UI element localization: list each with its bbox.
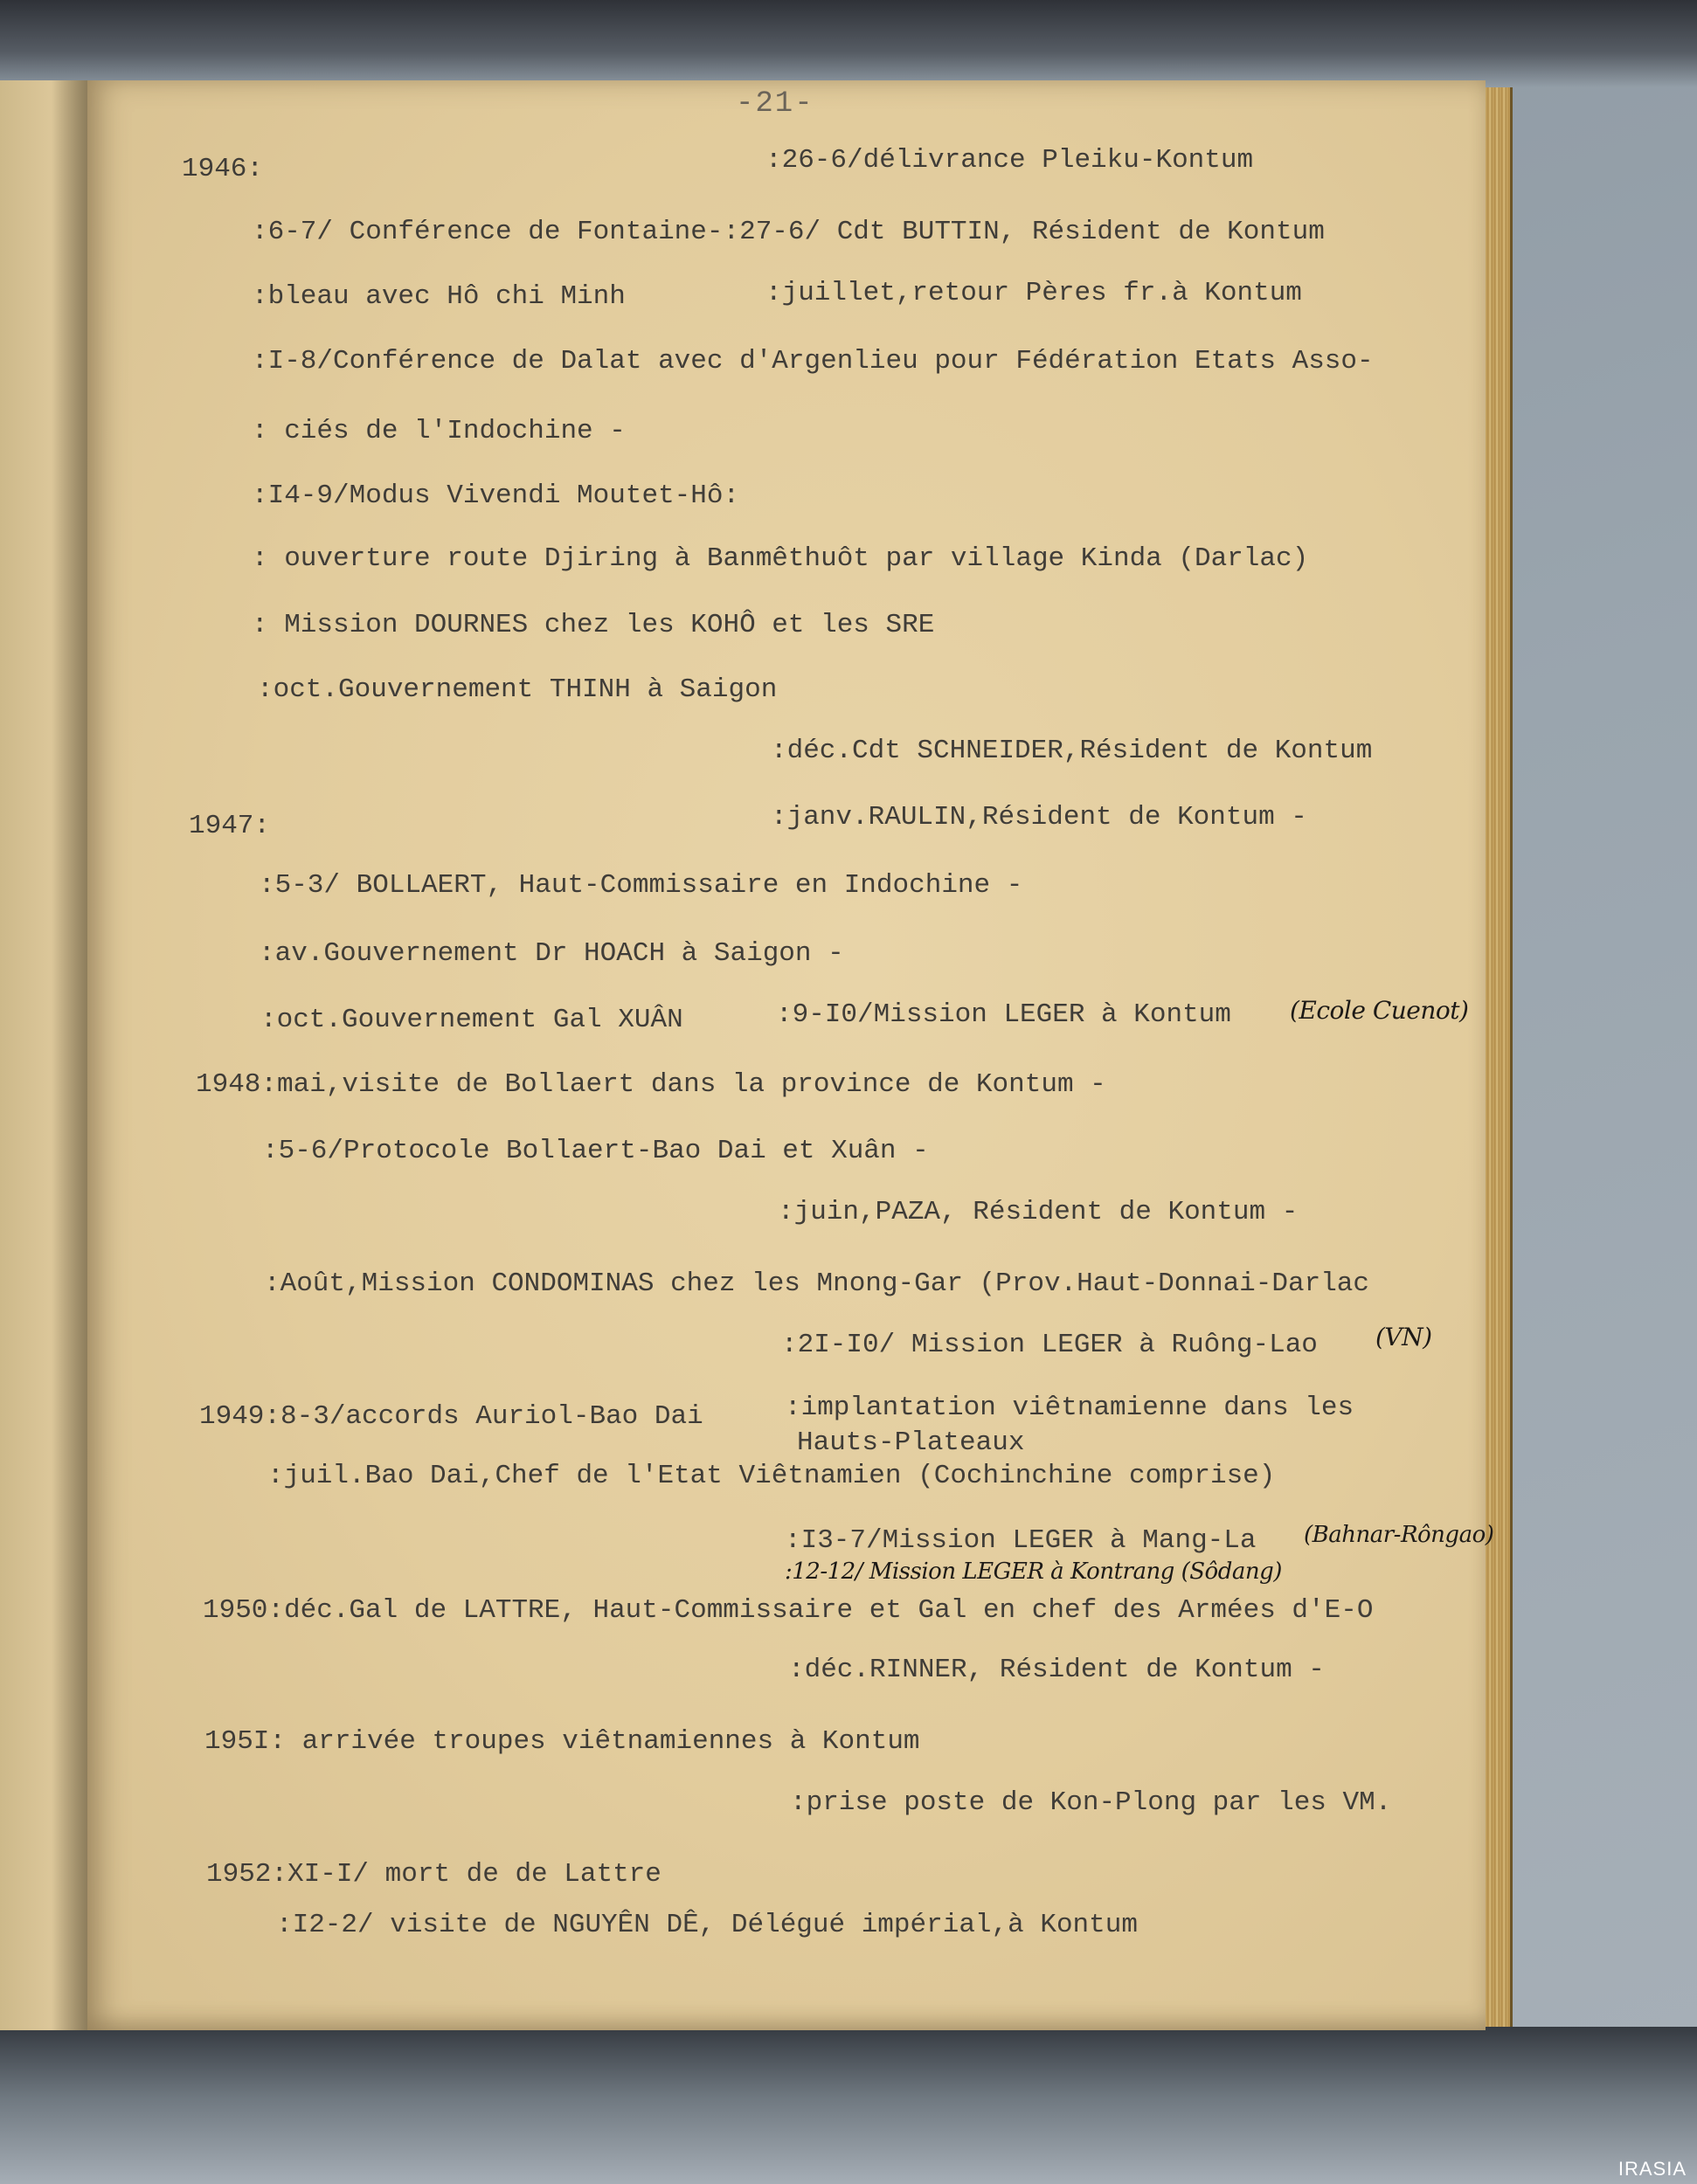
entry-line: : ciés de l'Indochine -	[252, 416, 626, 446]
entry-line-1952: 1952:XI-I/ mort de de Lattre	[206, 1859, 661, 1890]
entry-line: :juil.Bao Dai,Chef de l'Etat Viêtnamien (Cochinchine comprise)	[267, 1461, 1276, 1491]
scan-background-bottom	[0, 2027, 1697, 2184]
handwritten-note: :12-12/ Mission LEGER à Kontrang (Sôdang)	[785, 1559, 1282, 1585]
entry-line-1949: 1949:8-3/accords Auriol-Bao Dai	[199, 1401, 703, 1432]
page-stack-edge	[1486, 87, 1513, 2027]
entry-line: : ouverture route Djiring à Banmêthuôt par village Kinda (Darlac)	[252, 543, 1309, 574]
entry-line: :9-I0/Mission LEGER à Kontum	[776, 999, 1231, 1030]
entry-line: Hauts-Plateaux	[797, 1427, 1025, 1458]
book-gutter	[51, 80, 87, 2030]
handwritten-note: (VN)	[1375, 1323, 1432, 1351]
entry-line: :I-8/Conférence de Dalat avec d'Argenlieu pour Fédération Etats Asso-	[252, 346, 1374, 377]
entry-line: :oct.Gouvernement THINH à Saigon	[257, 674, 778, 705]
year-1947: 1947:	[189, 811, 271, 841]
entry-line: :prise poste de Kon-Plong par les VM.	[790, 1787, 1392, 1818]
entry-line: :juillet,retour Pères fr.à Kontum	[765, 278, 1302, 308]
entry-line: :janv.RAULIN,Résident de Kontum -	[771, 802, 1307, 833]
entry-line-1948: 1948:mai,visite de Bollaert dans la province de Kontum -	[196, 1069, 1106, 1100]
entry-line: :6-7/ Conférence de Fontaine-:27-6/ Cdt BUTTIN, Résident de Kontum	[252, 217, 1325, 247]
entry-line-1950: 1950:déc.Gal de LATTRE, Haut-Commissaire et Gal en chef des Armées d'E-O	[203, 1595, 1374, 1626]
entry-line: :I2-2/ visite de NGUYÊN DÊ, Délégué impérial,à Kontum	[276, 1910, 1138, 1940]
entry-line: :juin,PAZA, Résident de Kontum -	[778, 1197, 1299, 1227]
entry-line: : Mission DOURNES chez les KOHÔ et les SRE	[252, 610, 935, 640]
entry-line: :26-6/délivrance Pleiku-Kontum	[765, 145, 1254, 176]
scan-background-top	[0, 0, 1697, 87]
entry-line: :I3-7/Mission LEGER à Mang-La	[785, 1525, 1257, 1556]
entry-line: :oct.Gouvernement Gal XUÂN	[260, 1005, 683, 1035]
entry-line: :bleau avec Hô chi Minh	[252, 281, 626, 312]
entry-line: :implantation viêtnamienne dans les	[785, 1393, 1354, 1423]
page-number: -21-	[736, 87, 814, 121]
entry-line: :I4-9/Modus Vivendi Moutet-Hô:	[252, 480, 740, 511]
entry-line: :Août,Mission CONDOMINAS chez les Mnong-Gar (Prov.Haut-Donnai-Darlac	[264, 1268, 1370, 1299]
handwritten-note: (Ecole Cuenot)	[1290, 996, 1469, 1025]
handwritten-note: (Bahnar-Rôngao)	[1304, 1522, 1494, 1548]
entry-line: :av.Gouvernement Dr HOACH à Saigon -	[259, 938, 844, 969]
entry-line: :2I-I0/ Mission LEGER à Ruông-Lao	[781, 1330, 1318, 1360]
entry-line-1951: 195I: arrivée troupes viêtnamiennes à Kontum	[204, 1726, 920, 1757]
entry-line: :déc.RINNER, Résident de Kontum -	[788, 1655, 1325, 1685]
entry-line: :5-6/Protocole Bollaert-Bao Dai et Xuân -	[262, 1136, 929, 1166]
entry-line: :5-3/ BOLLAERT, Haut-Commissaire en Indochine -	[259, 870, 1023, 901]
watermark: IRASIA	[1617, 2158, 1687, 2180]
entry-line: :déc.Cdt SCHNEIDER,Résident de Kontum	[771, 736, 1373, 766]
year-1946: 1946:	[182, 154, 264, 184]
